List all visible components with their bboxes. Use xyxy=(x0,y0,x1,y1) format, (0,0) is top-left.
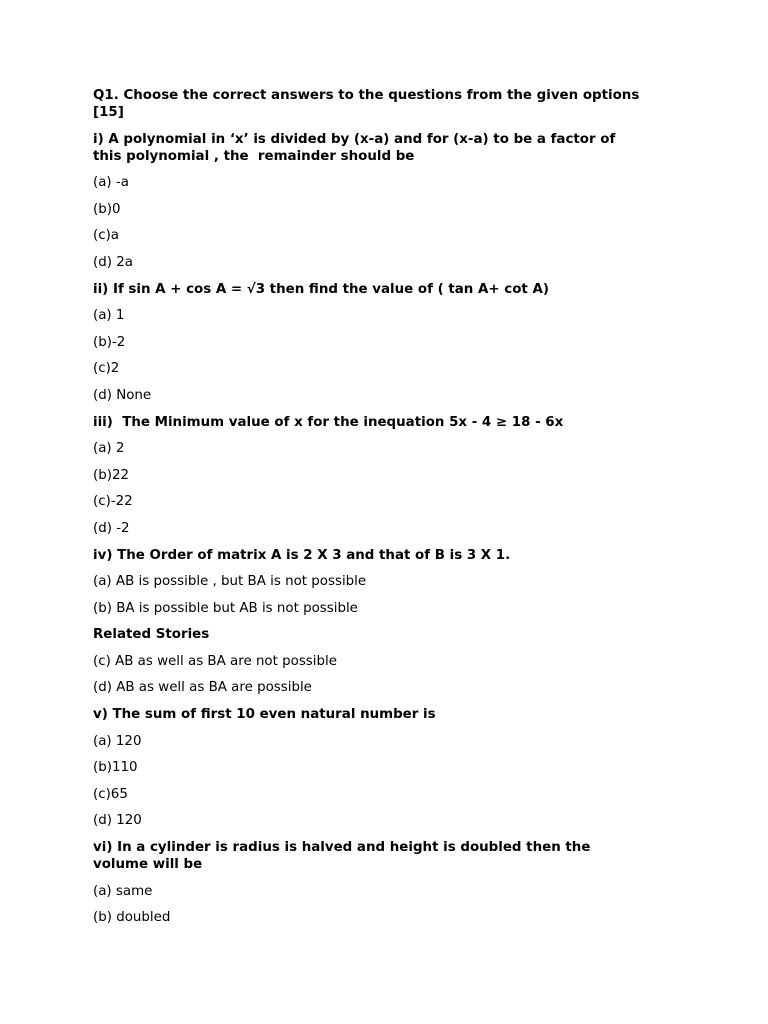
related-stories-heading[interactable]: Related Stories xyxy=(93,627,210,643)
option: (a) 2 xyxy=(93,441,125,457)
option: (c)2 xyxy=(93,361,120,377)
question-6 xyxy=(93,839,693,873)
question-3: iii) The Minimum value of x for the inequation 5x - 4 ≥ 18 - 6x xyxy=(93,414,564,430)
option: (d) 120 xyxy=(93,813,142,829)
question-2: ii) If sin A + cos A = √3 then find the value of ( tan A+ cot A) xyxy=(93,281,549,297)
question-text-line: volume will be xyxy=(93,857,203,873)
option: (b)0 xyxy=(93,201,121,217)
heading-marks: [15] xyxy=(93,105,124,120)
question-4: iv) The Order of matrix A is 2 X 3 and that of B is 3 X 1. xyxy=(93,547,511,563)
option: (b)-2 xyxy=(93,334,126,350)
option: (b)22 xyxy=(93,467,129,483)
option: (c)-22 xyxy=(93,494,133,510)
option: (b) doubled xyxy=(93,910,171,926)
option: (d) -2 xyxy=(93,520,130,536)
option: (c)a xyxy=(93,228,120,244)
heading-line: Q1. Choose the correct answers to the questions from the given options xyxy=(93,88,640,103)
option: (d) None xyxy=(93,387,152,403)
option: (b)110 xyxy=(93,760,138,776)
option: (a) 120 xyxy=(93,733,142,749)
option: (c)65 xyxy=(93,786,128,802)
option: (d) 2a xyxy=(93,254,133,270)
option: (a) 1 xyxy=(93,308,125,324)
option: (c) AB as well as BA are not possible xyxy=(93,653,337,669)
question-paper xyxy=(93,87,693,936)
question-5: v) The sum of first 10 even natural number is xyxy=(93,707,436,723)
question-text-line: i) A polynomial in ‘x’ is divided by (x-a) and for (x-a) to be a factor of xyxy=(93,131,616,147)
option: (a) -a xyxy=(93,175,129,191)
option: (b) BA is possible but AB is not possible xyxy=(93,600,358,616)
section-heading xyxy=(93,87,693,121)
question-text-line: vi) In a cylinder is radius is halved and height is doubled then the xyxy=(93,840,591,856)
question-text-line: this polynomial , the remainder should be xyxy=(93,148,415,164)
option: (a) same xyxy=(93,883,153,899)
option: (a) AB is possible , but BA is not possible xyxy=(93,574,367,590)
question-1 xyxy=(93,131,693,165)
option: (d) AB as well as BA are possible xyxy=(93,680,312,696)
